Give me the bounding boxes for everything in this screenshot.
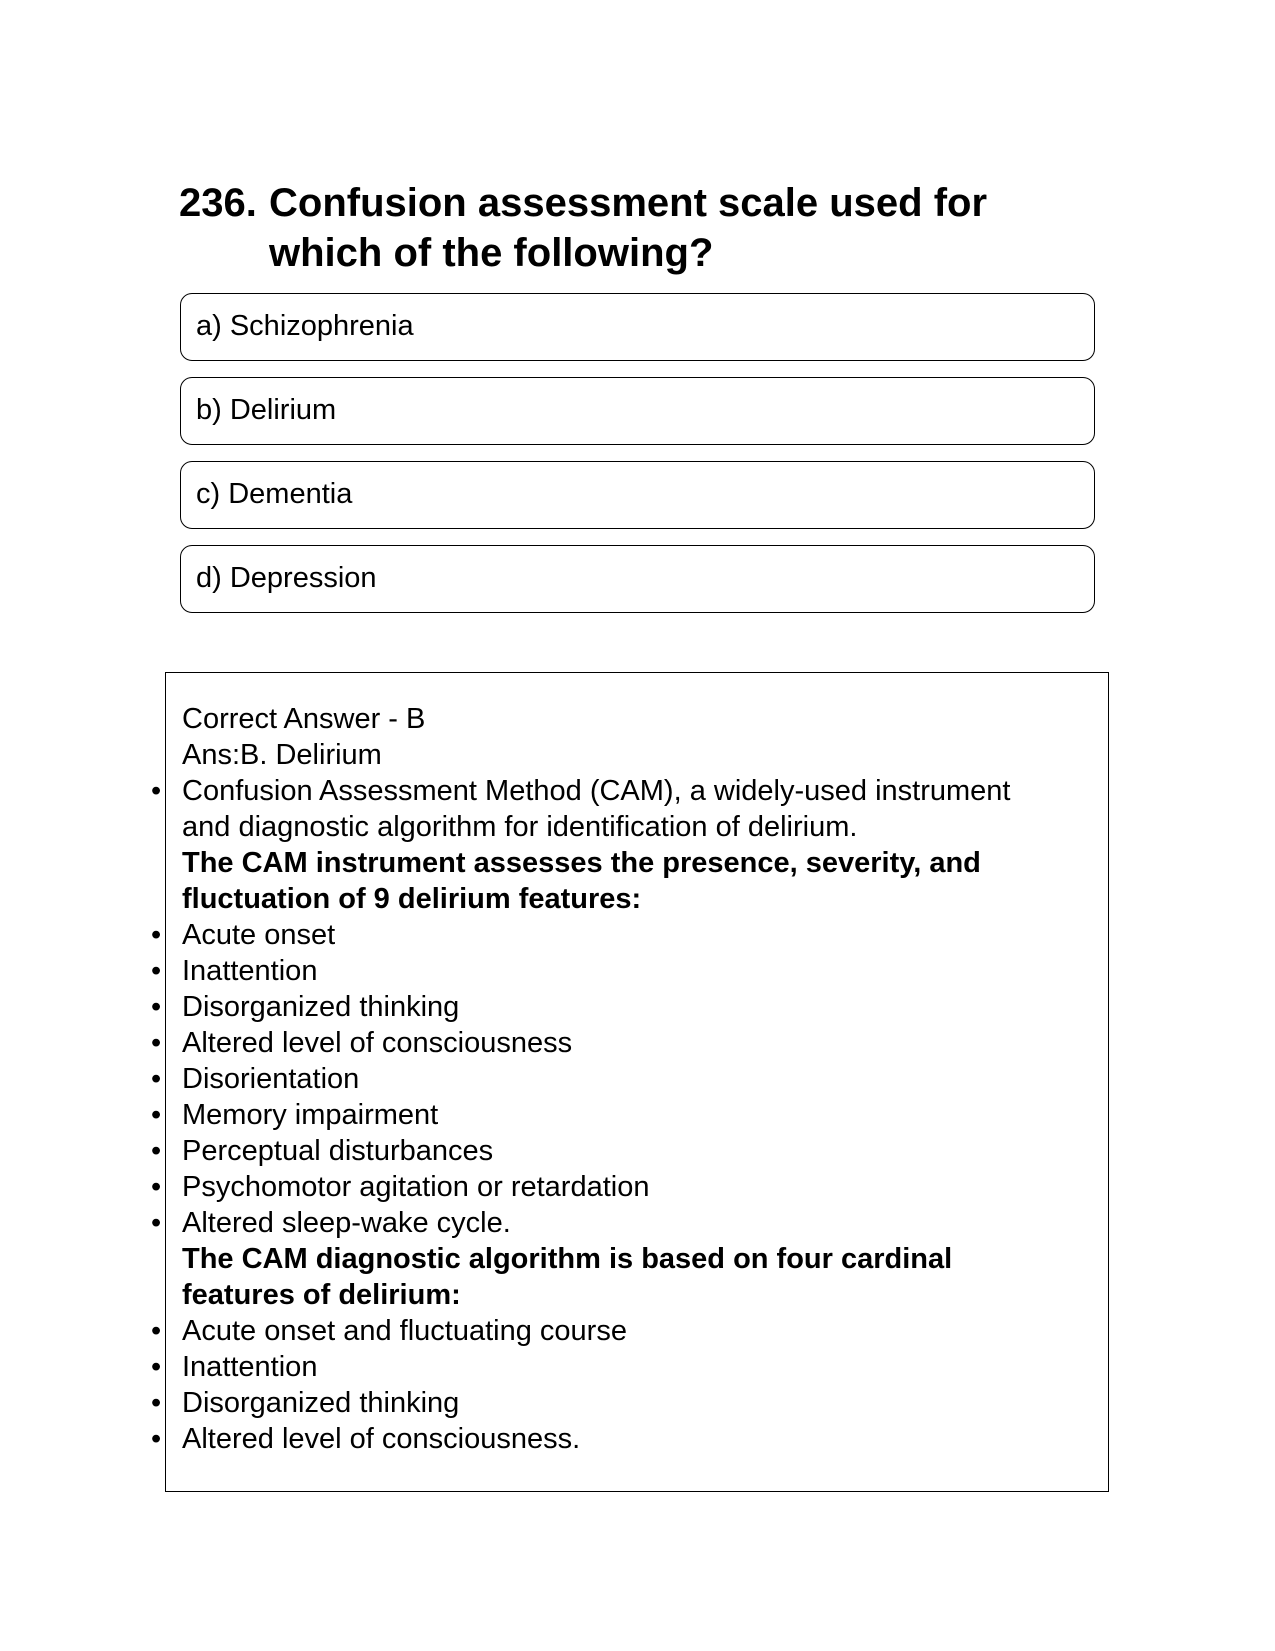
features-heading-line-1: The CAM instrument assesses the presence, severity, and [182, 847, 981, 879]
feature-item [151, 1097, 1082, 1133]
bullet-icon: • [151, 955, 162, 987]
intro-line-2: and diagnostic algorithm for identification of delirium. [182, 811, 858, 843]
feature-item [151, 1169, 1082, 1205]
bullet-icon: • [151, 1351, 162, 1383]
intro-line-1 [151, 773, 1082, 809]
feature-text: Altered sleep-wake cycle. [182, 1207, 511, 1239]
answer-explanation-box [151, 672, 1109, 1492]
bullet-icon: • [151, 1207, 162, 1239]
bullet-icon: • [151, 1099, 162, 1131]
feature-item [151, 953, 1082, 989]
bullet-icon: • [151, 991, 162, 1023]
bullet-icon: • [151, 1315, 162, 1347]
bullet-icon: • [151, 1387, 162, 1419]
option-c[interactable]: c) Dementia [180, 461, 1095, 529]
feature-item [151, 1025, 1082, 1061]
feature-item [151, 1133, 1082, 1169]
bullet-icon: • [151, 1171, 162, 1203]
cardinal-text: Disorganized thinking [182, 1387, 460, 1419]
feature-text: Disorganized thinking [182, 991, 460, 1023]
answer-summary: Ans:B. Delirium [182, 739, 382, 771]
question-text: Confusion assessment scale used for which of the following? [269, 181, 988, 275]
option-d[interactable]: d) Depression [180, 545, 1095, 613]
question-heading [179, 178, 1079, 278]
cardinal-item [151, 1349, 1082, 1385]
intro-text-1: Confusion Assessment Method (CAM), a widely-used instrument [182, 775, 1011, 807]
option-a[interactable]: a) Schizophrenia [180, 293, 1095, 361]
feature-text: Altered level of consciousness [182, 1027, 573, 1059]
cardinal-item [151, 1421, 1082, 1457]
cardinal-heading-line-1: The CAM diagnostic algorithm is based on four cardinal [182, 1243, 953, 1275]
correct-answer: Correct Answer - B [182, 703, 426, 735]
feature-item [151, 917, 1082, 953]
feature-item [151, 989, 1082, 1025]
feature-text: Perceptual disturbances [182, 1135, 494, 1167]
feature-text: Memory impairment [182, 1099, 439, 1131]
cardinal-heading-line-2: features of delirium: [182, 1279, 461, 1311]
bullet-icon: • [151, 1423, 162, 1455]
feature-item [151, 1205, 1082, 1241]
bullet-icon: • [151, 1063, 162, 1095]
cardinal-text: Acute onset and fluctuating course [182, 1315, 627, 1347]
feature-text: Psychomotor agitation or retardation [182, 1171, 650, 1203]
option-b[interactable]: b) Delirium [180, 377, 1095, 445]
bullet-icon: • [151, 775, 162, 807]
features-heading-line-2: fluctuation of 9 delirium features: [182, 883, 642, 915]
bullet-icon: • [151, 1027, 162, 1059]
cardinal-item [151, 1385, 1082, 1421]
question-number: 236. [179, 181, 257, 225]
bullet-icon: • [151, 919, 162, 951]
answer-content [151, 701, 1082, 1457]
options-list [180, 293, 1095, 629]
feature-text: Acute onset [182, 919, 336, 951]
feature-text: Disorientation [182, 1063, 360, 1095]
cardinal-text: Inattention [182, 1351, 318, 1383]
cardinal-text: Altered level of consciousness. [182, 1423, 581, 1455]
feature-item [151, 1061, 1082, 1097]
bullet-icon: • [151, 1135, 162, 1167]
feature-text: Inattention [182, 955, 318, 987]
cardinal-item [151, 1313, 1082, 1349]
